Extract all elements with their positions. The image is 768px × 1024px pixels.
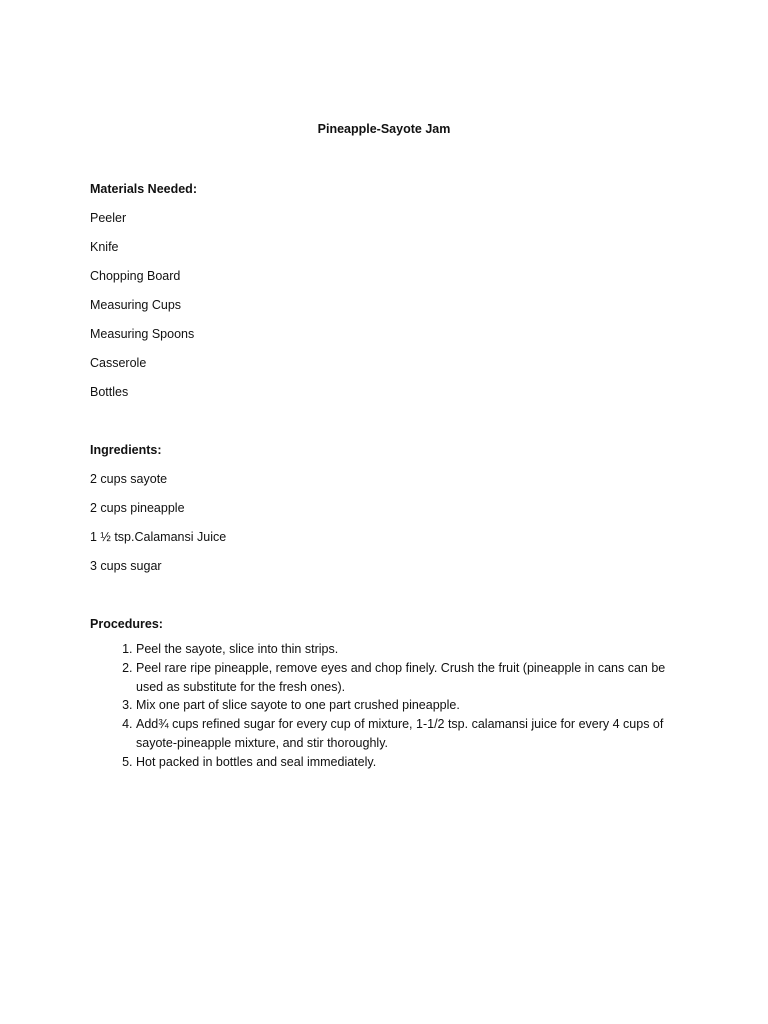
ingredients-heading: Ingredients: <box>90 443 162 457</box>
materials-item: Measuring Spoons <box>90 327 195 341</box>
procedures-list <box>90 640 680 772</box>
procedures-heading: Procedures: <box>90 617 163 631</box>
materials-item: Chopping Board <box>90 269 181 283</box>
materials-heading: Materials Needed: <box>90 182 197 196</box>
section-spacer <box>90 586 680 615</box>
section-spacer <box>90 412 680 441</box>
materials-item: Peeler <box>90 211 127 225</box>
materials-item: Knife <box>90 240 119 254</box>
procedure-step: 4. Add¾ cups refined sugar for every cup of mixture, 1-1/2 tsp. calamansi juice for every 4 cups of sayote-pineapple mixture, and stir thoroughly. <box>136 715 680 753</box>
procedure-step: 2. Peel rare ripe pineapple, remove eyes and chop finely. Crush the fruit (pineapple in cans can be used as substitute for the fresh ones). <box>136 659 680 697</box>
procedure-step: 5. Hot packed in bottles and seal immediately. <box>136 753 680 772</box>
ingredients-item: 2 cups pineapple <box>90 501 185 515</box>
materials-item: Bottles <box>90 385 129 399</box>
page-title: Pineapple-Sayote Jam <box>317 122 451 136</box>
document-body <box>90 180 680 772</box>
ingredients-item: 1 ½ tsp.Calamansi Juice <box>90 530 227 544</box>
ingredients-item: 2 cups sayote <box>90 472 168 486</box>
materials-item: Casserole <box>90 356 147 370</box>
procedure-step: 1. Peel the sayote, slice into thin strips. <box>136 640 680 659</box>
materials-item: Measuring Cups <box>90 298 182 312</box>
procedure-step: 3. Mix one part of slice sayote to one part crushed pineapple. <box>136 696 680 715</box>
ingredients-item: 3 cups sugar <box>90 559 162 573</box>
